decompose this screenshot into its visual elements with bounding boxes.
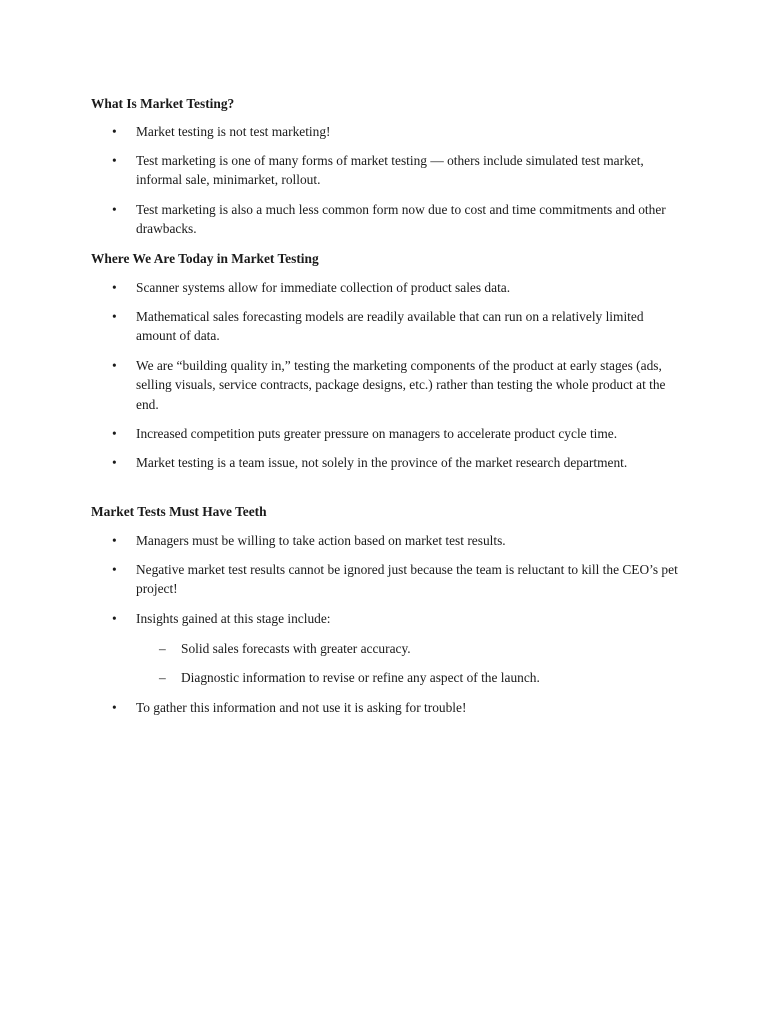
list-item: Increased competition puts greater pressure on managers to accelerate product cycle time. [136, 426, 618, 441]
bullet-icon: • [112, 153, 117, 168]
bullet-icon: • [112, 124, 117, 139]
bullet-icon: • [112, 309, 117, 324]
list-item: Market testing is not test marketing! [136, 124, 331, 139]
bullet-icon: • [112, 455, 117, 470]
list-item: Scanner systems allow for immediate collection of product sales data. [136, 280, 511, 295]
bullet-icon: • [112, 358, 117, 373]
bullet-icon: • [112, 426, 117, 441]
list-item: To gather this information and not use it is asking for trouble! [136, 700, 467, 715]
bullet-icon: • [112, 202, 117, 217]
list-item: Managers must be willing to take action based on market test results. [136, 533, 506, 548]
dash-icon: – [159, 641, 166, 656]
sub-list-item: Solid sales forecasts with greater accuracy. [181, 641, 411, 656]
bullet-icon: • [112, 280, 117, 295]
list-item: Market testing is a team issue, not solely in the province of the market research department. [136, 455, 628, 470]
list-item: Negative market test results cannot be ignored just because the team is reluctant to kill the CEO’s pet project! [136, 562, 678, 597]
bullet-icon: • [112, 533, 117, 548]
list-item: Insights gained at this stage include: [136, 611, 331, 626]
bullet-icon: • [112, 611, 117, 626]
list-item: Mathematical sales forecasting models are readily available that can run on a relatively limited amount of data. [136, 309, 644, 344]
dash-icon: – [159, 670, 166, 685]
bullet-icon: • [112, 562, 117, 577]
section-heading-where-we-are-today: Where We Are Today in Market Testing [91, 251, 319, 266]
list-item: We are “building quality in,” testing the marketing components of the product at early stages (ads, selling visuals, service contracts, package designs, etc.) rather than testing the whole product at the end. [136, 358, 666, 412]
section-heading-market-tests-must-have-teeth: Market Tests Must Have Teeth [91, 504, 267, 519]
bullet-icon: • [112, 700, 117, 715]
section-heading-what-is-market-testing: What Is Market Testing? [91, 96, 235, 111]
sub-list-item: Diagnostic information to revise or refine any aspect of the launch. [181, 670, 540, 685]
list-item: Test marketing is also a much less common form now due to cost and time commitments and other drawbacks. [136, 202, 666, 237]
list-item: Test marketing is one of many forms of market testing — others include simulated test market, informal sale, minimarket, rollout. [136, 153, 644, 188]
